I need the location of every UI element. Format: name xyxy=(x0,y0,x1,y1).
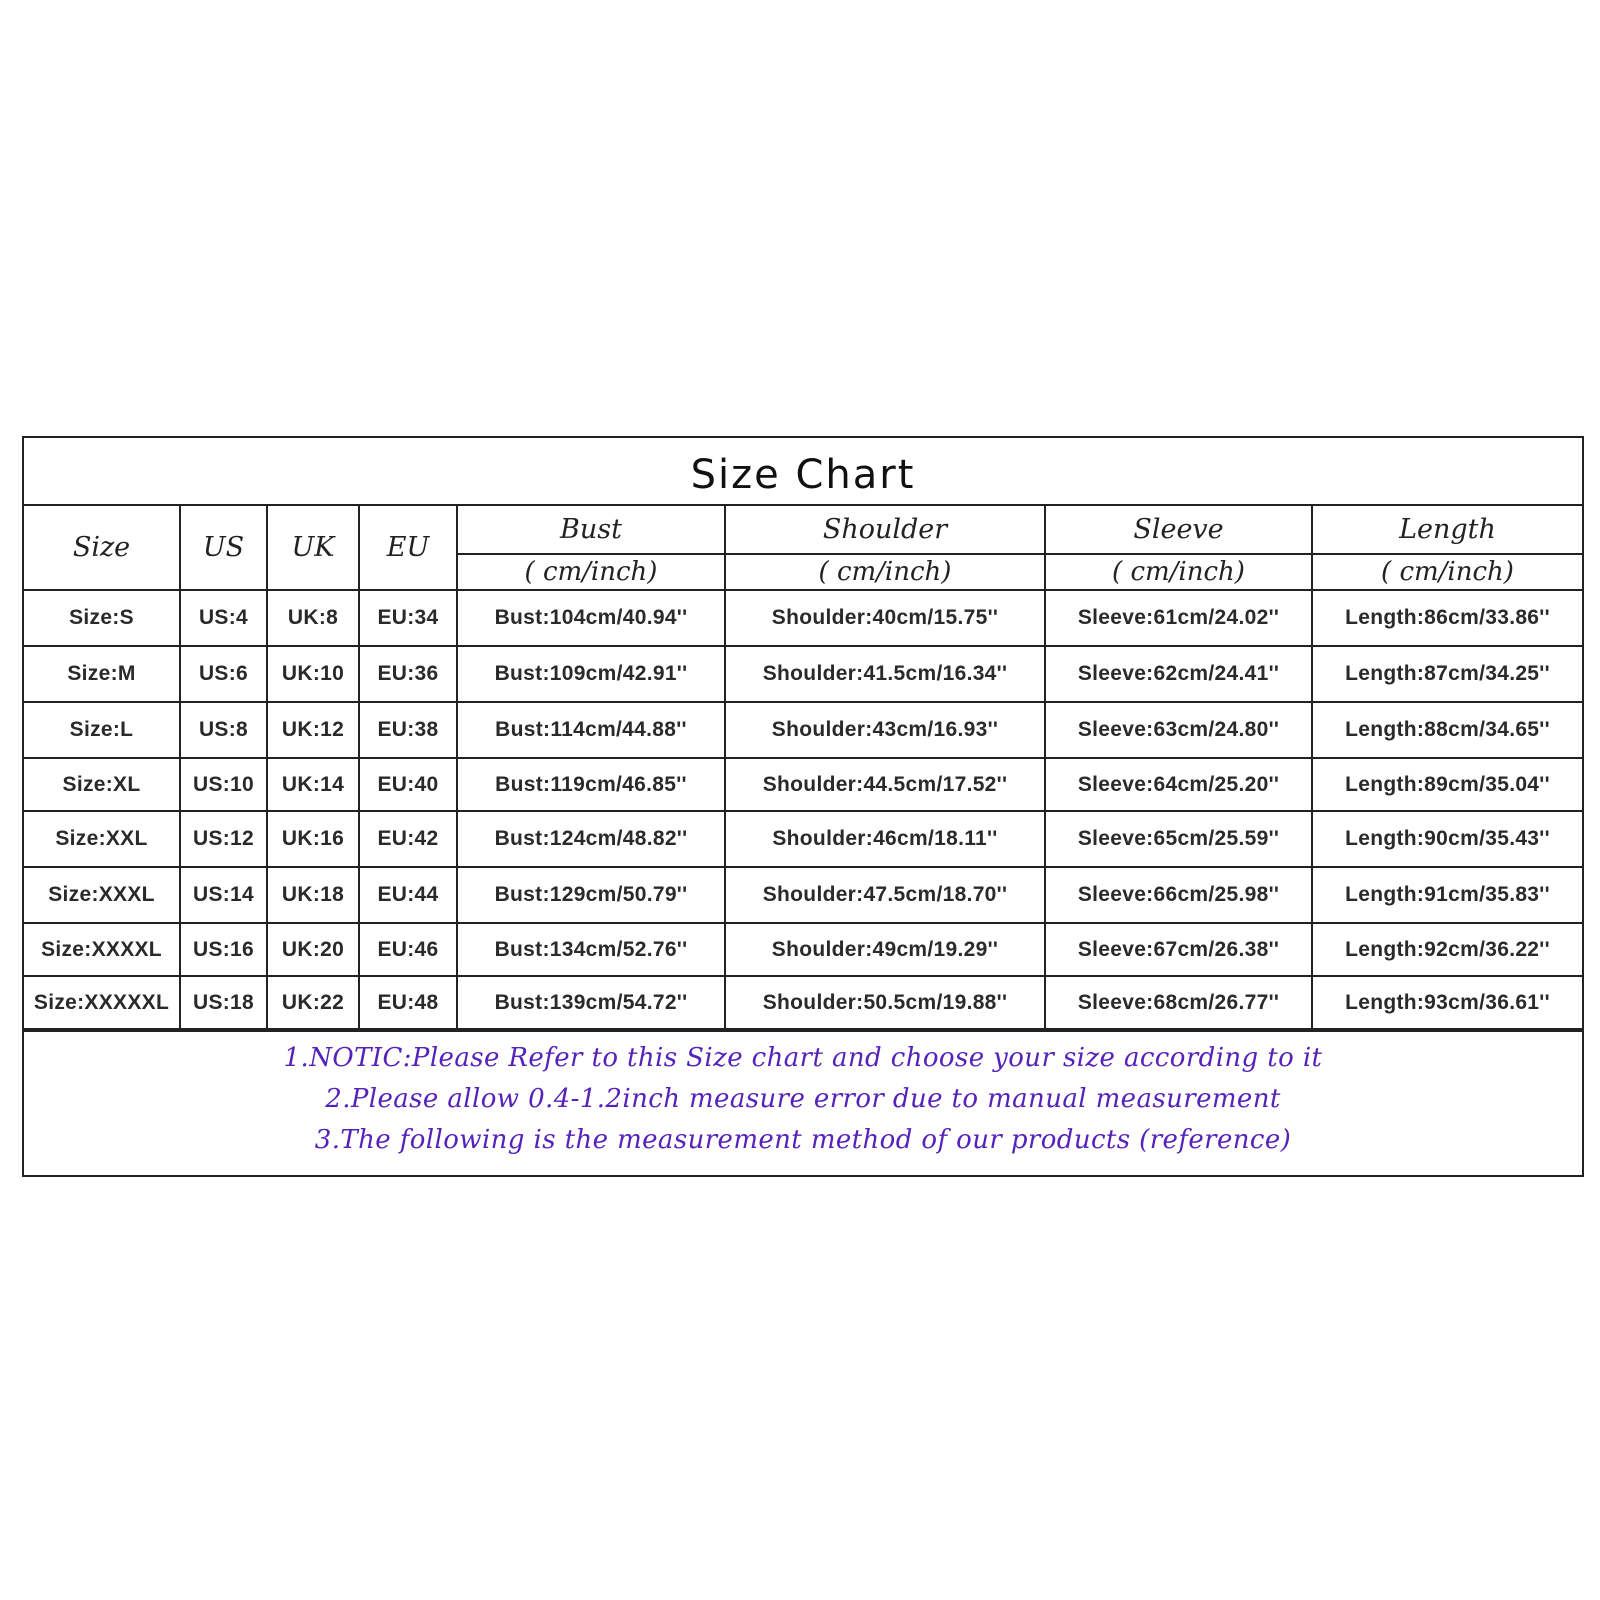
header-sleeve: Sleeve xyxy=(1045,506,1312,554)
cell-bust: Bust:114cm/44.88'' xyxy=(457,702,725,758)
cell-length: Length:90cm/35.43'' xyxy=(1312,811,1582,867)
cell-eu: EU:44 xyxy=(359,867,457,923)
cell-length: Length:88cm/34.65'' xyxy=(1312,702,1582,758)
note-line: 2.Please allow 0.4-1.2inch measure error due to manual measurement xyxy=(325,1084,1281,1114)
cell-size: Size:L xyxy=(24,702,180,758)
cell-length: Length:91cm/35.83'' xyxy=(1312,867,1582,923)
table-row xyxy=(24,867,1582,923)
size-table xyxy=(24,506,1582,1030)
header-shoulder-unit: ( cm/inch) xyxy=(725,554,1045,590)
cell-bust: Bust:119cm/46.85'' xyxy=(457,758,725,811)
size-chart xyxy=(22,436,1584,1177)
cell-sleeve: Sleeve:65cm/25.59'' xyxy=(1045,811,1312,867)
cell-sleeve: Sleeve:61cm/24.02'' xyxy=(1045,590,1312,646)
cell-eu: EU:36 xyxy=(359,646,457,702)
header-uk: UK xyxy=(267,506,359,590)
cell-shoulder: Shoulder:46cm/18.11'' xyxy=(725,811,1045,867)
cell-us: US:10 xyxy=(180,758,267,811)
chart-title: Size Chart xyxy=(690,452,916,498)
cell-size: Size:S xyxy=(24,590,180,646)
cell-eu: EU:48 xyxy=(359,976,457,1029)
cell-us: US:8 xyxy=(180,702,267,758)
cell-eu: EU:42 xyxy=(359,811,457,867)
cell-size: Size:M xyxy=(24,646,180,702)
note-line: 3.The following is the measurement method of our products (reference) xyxy=(314,1125,1292,1155)
cell-eu: EU:46 xyxy=(359,923,457,976)
cell-shoulder: Shoulder:43cm/16.93'' xyxy=(725,702,1045,758)
cell-shoulder: Shoulder:44.5cm/17.52'' xyxy=(725,758,1045,811)
table-row xyxy=(24,811,1582,867)
cell-uk: UK:14 xyxy=(267,758,359,811)
cell-us: US:14 xyxy=(180,867,267,923)
cell-us: US:4 xyxy=(180,590,267,646)
header-length: Length xyxy=(1312,506,1582,554)
cell-sleeve: Sleeve:64cm/25.20'' xyxy=(1045,758,1312,811)
cell-uk: UK:16 xyxy=(267,811,359,867)
header-eu: EU xyxy=(359,506,457,590)
cell-bust: Bust:104cm/40.94'' xyxy=(457,590,725,646)
cell-length: Length:93cm/36.61'' xyxy=(1312,976,1582,1029)
cell-us: US:6 xyxy=(180,646,267,702)
cell-bust: Bust:134cm/52.76'' xyxy=(457,923,725,976)
table-row xyxy=(24,702,1582,758)
cell-size: Size:XXXXXL xyxy=(24,976,180,1029)
cell-bust: Bust:139cm/54.72'' xyxy=(457,976,725,1029)
cell-bust: Bust:124cm/48.82'' xyxy=(457,811,725,867)
cell-uk: UK:22 xyxy=(267,976,359,1029)
cell-us: US:12 xyxy=(180,811,267,867)
cell-length: Length:92cm/36.22'' xyxy=(1312,923,1582,976)
cell-eu: EU:40 xyxy=(359,758,457,811)
header-length-unit: ( cm/inch) xyxy=(1312,554,1582,590)
cell-shoulder: Shoulder:50.5cm/19.88'' xyxy=(725,976,1045,1029)
cell-size: Size:XXL xyxy=(24,811,180,867)
header-us: US xyxy=(180,506,267,590)
notes-section xyxy=(24,1030,1582,1175)
cell-bust: Bust:109cm/42.91'' xyxy=(457,646,725,702)
table-row xyxy=(24,590,1582,646)
table-row xyxy=(24,758,1582,811)
cell-sleeve: Sleeve:66cm/25.98'' xyxy=(1045,867,1312,923)
cell-size: Size:XL xyxy=(24,758,180,811)
cell-sleeve: Sleeve:67cm/26.38'' xyxy=(1045,923,1312,976)
cell-us: US:18 xyxy=(180,976,267,1029)
cell-eu: EU:34 xyxy=(359,590,457,646)
header-shoulder: Shoulder xyxy=(725,506,1045,554)
header-sleeve-unit: ( cm/inch) xyxy=(1045,554,1312,590)
cell-uk: UK:18 xyxy=(267,867,359,923)
header-bust: Bust xyxy=(457,506,725,554)
table-row xyxy=(24,923,1582,976)
cell-eu: EU:38 xyxy=(359,702,457,758)
cell-length: Length:86cm/33.86'' xyxy=(1312,590,1582,646)
cell-sleeve: Sleeve:63cm/24.80'' xyxy=(1045,702,1312,758)
cell-shoulder: Shoulder:41.5cm/16.34'' xyxy=(725,646,1045,702)
cell-uk: UK:20 xyxy=(267,923,359,976)
cell-uk: UK:12 xyxy=(267,702,359,758)
cell-bust: Bust:129cm/50.79'' xyxy=(457,867,725,923)
header-size: Size xyxy=(24,506,180,590)
cell-shoulder: Shoulder:47.5cm/18.70'' xyxy=(725,867,1045,923)
cell-uk: UK:10 xyxy=(267,646,359,702)
header-bust-unit: ( cm/inch) xyxy=(457,554,725,590)
table-row xyxy=(24,646,1582,702)
cell-length: Length:89cm/35.04'' xyxy=(1312,758,1582,811)
title-bar xyxy=(24,438,1582,506)
cell-length: Length:87cm/34.25'' xyxy=(1312,646,1582,702)
cell-us: US:16 xyxy=(180,923,267,976)
cell-sleeve: Sleeve:68cm/26.77'' xyxy=(1045,976,1312,1029)
cell-shoulder: Shoulder:40cm/15.75'' xyxy=(725,590,1045,646)
note-line: 1.NOTIC:Please Refer to this Size chart and choose your size according to it xyxy=(283,1043,1323,1073)
cell-uk: UK:8 xyxy=(267,590,359,646)
cell-size: Size:XXXXL xyxy=(24,923,180,976)
table-row xyxy=(24,976,1582,1029)
cell-shoulder: Shoulder:49cm/19.29'' xyxy=(725,923,1045,976)
cell-size: Size:XXXL xyxy=(24,867,180,923)
cell-sleeve: Sleeve:62cm/24.41'' xyxy=(1045,646,1312,702)
